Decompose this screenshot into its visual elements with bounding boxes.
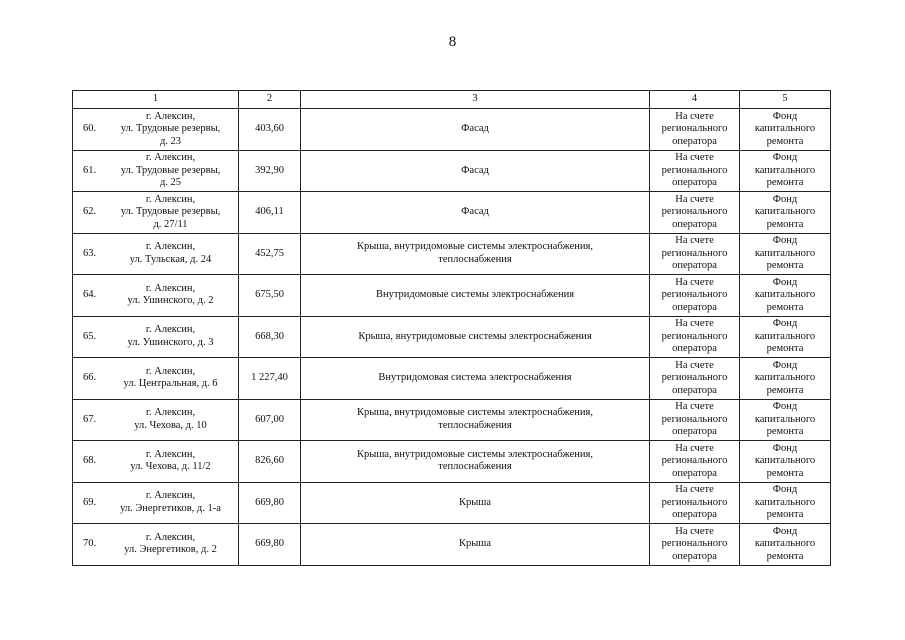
address-text xyxy=(75,532,236,557)
address-text xyxy=(75,283,236,308)
address-cell xyxy=(73,109,239,151)
fund-line: ремонта xyxy=(766,218,804,230)
account-owner-line: регионального xyxy=(661,247,728,259)
fund-cell xyxy=(740,233,831,275)
address-line: ул. Центральная, д. 6 xyxy=(123,378,218,390)
column-header: 3 xyxy=(301,91,650,109)
fund-line: ремонта xyxy=(766,260,804,271)
account-owner-cell xyxy=(650,316,740,358)
account-owner-line: На счете xyxy=(675,193,714,205)
account-owner-line: На счете xyxy=(675,484,714,495)
area-cell: 403,60 xyxy=(239,109,301,151)
area-cell: 406,11 xyxy=(239,192,301,234)
address-line: ул. Энергетиков, д. 1-а xyxy=(120,502,221,514)
fund-line: капитального xyxy=(754,123,816,134)
account-owner-line: На счете xyxy=(675,525,714,537)
address-cell xyxy=(73,150,239,192)
work-type-line: Внутридомовая система электроснабжения xyxy=(378,372,572,383)
area-cell: 669,80 xyxy=(239,524,301,566)
fund-cell xyxy=(740,441,831,483)
address-line: г. Алексин, xyxy=(145,531,196,543)
address-text xyxy=(75,366,236,391)
account-owner-line: регионального xyxy=(661,164,728,176)
account-owner-line: регионального xyxy=(661,330,728,342)
account-owner-cell xyxy=(650,109,740,151)
account-owner-line: регионального xyxy=(661,289,728,300)
area-cell: 668,30 xyxy=(239,316,301,358)
fund-line: капитального xyxy=(754,538,816,549)
account-owner-line: На счете xyxy=(675,442,714,454)
work-type-line: Фасад xyxy=(461,123,489,134)
address-cell xyxy=(73,482,239,524)
address-text xyxy=(75,490,236,515)
fund-line: Фонд xyxy=(772,152,798,163)
fund-line: Фонд xyxy=(772,442,798,454)
address-line: г. Алексин, xyxy=(145,241,196,253)
account-owner-line: На счете xyxy=(675,235,714,246)
page-number: 8 xyxy=(448,34,457,50)
work-type-line: Крыша xyxy=(458,538,492,549)
work-type-cell xyxy=(301,524,650,566)
address-cell xyxy=(73,358,239,400)
fund-line: капитального xyxy=(754,206,816,217)
column-header: 1 xyxy=(73,91,239,109)
row-number: 60. xyxy=(83,123,97,134)
repair-table xyxy=(72,90,831,566)
address-cell xyxy=(73,233,239,275)
work-type-cell xyxy=(301,399,650,441)
row-number: 63. xyxy=(83,247,97,259)
fund-cell xyxy=(740,150,831,192)
table-row xyxy=(73,482,831,524)
fund-line: ремонта xyxy=(766,550,804,562)
fund-line: ремонта xyxy=(766,301,804,313)
account-owner-line: оператора xyxy=(672,467,717,479)
fund-line: ремонта xyxy=(766,177,804,188)
account-owner-cell xyxy=(650,275,740,317)
table-row xyxy=(73,109,831,151)
fund-line: капитального xyxy=(754,455,816,466)
account-owner-cell xyxy=(650,482,740,524)
address-cell xyxy=(73,441,239,483)
table-row xyxy=(73,316,831,358)
work-type-line: теплоснабжения xyxy=(438,461,512,473)
account-owner-line: регионального xyxy=(661,206,728,217)
area-cell: 669,80 xyxy=(239,482,301,524)
account-owner-line: оператора xyxy=(672,509,717,520)
address-line: ул. Чехова, д. 11/2 xyxy=(130,461,211,473)
account-owner-line: оператора xyxy=(672,426,717,437)
fund-cell xyxy=(740,316,831,358)
fund-line: ремонта xyxy=(766,426,804,437)
fund-line: Фонд xyxy=(772,359,798,371)
work-type-cell xyxy=(301,192,650,234)
fund-line: капитального xyxy=(754,372,816,383)
account-owner-line: регионального xyxy=(661,455,728,466)
account-owner-line: регионального xyxy=(661,496,728,508)
account-owner-cell xyxy=(650,192,740,234)
account-owner-cell xyxy=(650,441,740,483)
address-cell xyxy=(73,399,239,441)
account-owner-line: На счете xyxy=(675,276,714,288)
work-type-line: теплоснабжения xyxy=(438,253,512,265)
address-line: г. Алексин, xyxy=(145,365,196,377)
fund-line: капитального xyxy=(754,164,816,176)
area-cell: 607,00 xyxy=(239,399,301,441)
row-number: 65. xyxy=(83,330,97,342)
address-text xyxy=(75,111,236,149)
account-owner-line: регионального xyxy=(661,538,728,549)
account-owner-cell xyxy=(650,524,740,566)
work-type-line: Крыша, внутридомовые системы электроснабжения xyxy=(358,330,592,342)
work-type-line: Крыша, внутридомовые системы электроснабжения, xyxy=(357,448,593,460)
address-text xyxy=(75,194,236,232)
area-cell: 392,90 xyxy=(239,150,301,192)
address-line: д. 27/11 xyxy=(153,218,188,230)
account-owner-line: На счете xyxy=(675,401,714,412)
address-line: ул. Тульская, д. 24 xyxy=(129,253,212,265)
address-line: ул. Трудовые резервы, xyxy=(120,206,221,217)
address-cell xyxy=(73,316,239,358)
address-line: ул. Трудовые резервы, xyxy=(120,123,221,134)
address-text xyxy=(75,152,236,190)
fund-cell xyxy=(740,482,831,524)
area-cell: 826,60 xyxy=(239,441,301,483)
fund-line: капитального xyxy=(754,247,816,259)
account-owner-line: оператора xyxy=(672,384,717,396)
account-owner-line: оператора xyxy=(672,343,717,354)
account-owner-line: На счете xyxy=(675,359,714,371)
address-cell xyxy=(73,524,239,566)
fund-line: ремонта xyxy=(766,467,804,479)
table-row xyxy=(73,192,831,234)
column-header: 5 xyxy=(740,91,831,109)
fund-line: Фонд xyxy=(772,318,798,329)
fund-line: Фонд xyxy=(772,235,798,246)
work-type-line: Внутридомовые системы электроснабжения xyxy=(375,289,575,300)
area-cell: 1 227,40 xyxy=(239,358,301,400)
account-owner-line: оператора xyxy=(672,135,717,147)
address-line: г. Алексин, xyxy=(145,193,196,205)
address-line: г. Алексин, xyxy=(145,448,196,460)
work-type-cell xyxy=(301,275,650,317)
work-type-line: Фасад xyxy=(461,164,489,176)
address-line: ул. Ушинского, д. 3 xyxy=(127,336,214,348)
account-owner-cell xyxy=(650,358,740,400)
fund-line: ремонта xyxy=(766,509,804,520)
table-row xyxy=(73,399,831,441)
row-number: 68. xyxy=(83,455,97,466)
account-owner-line: На счете xyxy=(675,152,714,163)
address-line: ул. Энергетиков, д. 2 xyxy=(124,544,217,556)
work-type-line: теплоснабжения xyxy=(438,419,512,431)
account-owner-line: оператора xyxy=(672,218,717,230)
area-cell: 452,75 xyxy=(239,233,301,275)
account-owner-cell xyxy=(650,399,740,441)
work-type-cell xyxy=(301,482,650,524)
address-text xyxy=(75,241,236,266)
work-type-line: Крыша, внутридомовые системы электроснабжения, xyxy=(357,241,593,253)
account-owner-line: На счете xyxy=(675,318,714,329)
fund-cell xyxy=(740,524,831,566)
address-line: г. Алексин, xyxy=(145,407,196,419)
fund-line: Фонд xyxy=(772,525,798,537)
account-owner-line: оператора xyxy=(672,301,717,313)
fund-cell xyxy=(740,358,831,400)
address-line: д. 23 xyxy=(159,135,182,147)
address-line: г. Алексин, xyxy=(145,110,196,122)
fund-line: ремонта xyxy=(766,343,804,354)
fund-line: Фонд xyxy=(772,401,798,412)
table-row xyxy=(73,275,831,317)
row-number: 64. xyxy=(83,289,97,300)
address-line: ул. Ушинского, д. 2 xyxy=(127,295,214,307)
address-line: г. Алексин, xyxy=(145,152,196,163)
account-owner-line: оператора xyxy=(672,177,717,188)
row-number: 61. xyxy=(83,164,97,176)
address-line: ул. Чехова, д. 10 xyxy=(134,419,207,431)
work-type-cell xyxy=(301,233,650,275)
account-owner-cell xyxy=(650,233,740,275)
work-type-line: Крыша xyxy=(458,496,492,508)
address-text xyxy=(75,449,236,474)
address-line: г. Алексин, xyxy=(145,490,196,502)
account-owner-line: На счете xyxy=(675,110,714,122)
table-row xyxy=(73,233,831,275)
account-owner-cell xyxy=(650,150,740,192)
work-type-line: Крыша, внутридомовые системы электроснабжения, xyxy=(357,407,593,419)
row-number: 70. xyxy=(83,538,97,549)
fund-line: капитального xyxy=(754,330,816,342)
fund-line: ремонта xyxy=(766,384,804,396)
column-header: 4 xyxy=(650,91,740,109)
table-row xyxy=(73,524,831,566)
table-row xyxy=(73,441,831,483)
fund-line: Фонд xyxy=(772,193,798,205)
table-body xyxy=(73,109,831,566)
address-cell xyxy=(73,192,239,234)
address-line: ул. Трудовые резервы, xyxy=(120,164,221,176)
area-cell: 675,50 xyxy=(239,275,301,317)
fund-cell xyxy=(740,399,831,441)
account-owner-line: оператора xyxy=(672,550,717,562)
fund-line: Фонд xyxy=(772,276,798,288)
work-type-cell xyxy=(301,441,650,483)
row-number: 67. xyxy=(83,413,97,425)
fund-line: капитального xyxy=(754,413,816,425)
work-type-cell xyxy=(301,316,650,358)
row-number: 69. xyxy=(83,496,97,508)
work-type-cell xyxy=(301,358,650,400)
row-number: 62. xyxy=(83,206,97,217)
column-header: 2 xyxy=(239,91,301,109)
header-row xyxy=(73,91,831,109)
fund-line: ремонта xyxy=(766,135,804,147)
address-cell xyxy=(73,275,239,317)
address-text xyxy=(75,324,236,349)
address-line: д. 25 xyxy=(159,177,182,188)
fund-line: капитального xyxy=(754,289,816,300)
row-number: 66. xyxy=(83,372,97,383)
fund-cell xyxy=(740,275,831,317)
fund-cell xyxy=(740,192,831,234)
work-type-cell xyxy=(301,109,650,151)
account-owner-line: регионального xyxy=(661,413,728,425)
work-type-line: Фасад xyxy=(461,206,489,217)
table-row xyxy=(73,150,831,192)
address-text xyxy=(75,407,236,432)
work-type-cell xyxy=(301,150,650,192)
fund-cell xyxy=(740,109,831,151)
account-owner-line: оператора xyxy=(672,260,717,271)
account-owner-line: регионального xyxy=(661,372,728,383)
account-owner-line: регионального xyxy=(661,123,728,134)
address-line: г. Алексин, xyxy=(145,324,196,336)
fund-line: Фонд xyxy=(772,484,798,495)
table-row xyxy=(73,358,831,400)
fund-line: капитального xyxy=(754,496,816,508)
fund-line: Фонд xyxy=(772,110,798,122)
address-line: г. Алексин, xyxy=(145,282,196,294)
